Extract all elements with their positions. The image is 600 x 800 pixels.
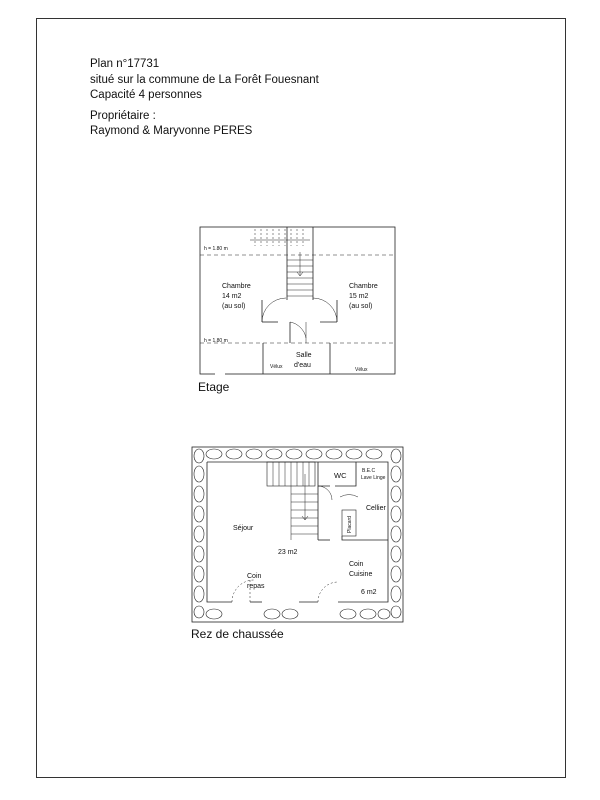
sejour-label: Séjour — [233, 525, 254, 532]
chambre-right-name: Chambre — [349, 283, 378, 290]
capacity-line: Capacité 4 personnes — [90, 89, 202, 101]
coin-cuisine-2: Cuisine — [349, 571, 373, 578]
sejour-area: 23 m2 — [278, 549, 298, 556]
location-line: situé sur la commune de La Forêt Fouesnant — [90, 73, 319, 86]
rdc-caption: Rez de chaussée — [191, 627, 284, 641]
plan-number: Plan n°17731 — [90, 58, 160, 70]
chambre-right-area: 15 m2 — [349, 293, 369, 300]
velux-left: Vélux — [270, 364, 283, 370]
wc-label: WC — [334, 471, 347, 480]
bec-label: B.E.C — [362, 468, 376, 474]
placard-label: Placard — [347, 516, 353, 533]
salle-name: Salle — [296, 352, 312, 359]
cuisine-area: 6 m2 — [361, 589, 377, 596]
coin-repas-1: Coin — [247, 573, 262, 580]
velux-right: Vélux — [355, 367, 368, 373]
height-label-bottom: h = 1.80 m — [204, 338, 228, 344]
owner-name: Raymond & Maryvonne PERES — [90, 125, 253, 137]
rdc-plan — [188, 442, 408, 627]
height-label-top: h = 1.80 m — [204, 246, 228, 252]
etage-caption: Etage — [198, 380, 230, 394]
chambre-left-area: 14 m2 — [222, 293, 242, 300]
coin-repas-2: repas — [247, 583, 265, 590]
lave-linge-label: Lave Linge — [361, 475, 386, 481]
cellier-label: Cellier — [366, 505, 386, 512]
chambre-right-note: (au sol) — [349, 303, 373, 310]
chambre-left-name: Chambre — [222, 283, 251, 290]
coin-cuisine-1: Coin — [349, 561, 364, 568]
chambre-left-note: (au sol) — [222, 303, 246, 310]
etage-plan — [195, 222, 400, 382]
salle-name-2: d'eau — [294, 362, 311, 369]
owner-label: Propriétaire : — [90, 109, 156, 122]
header-block — [90, 57, 319, 140]
